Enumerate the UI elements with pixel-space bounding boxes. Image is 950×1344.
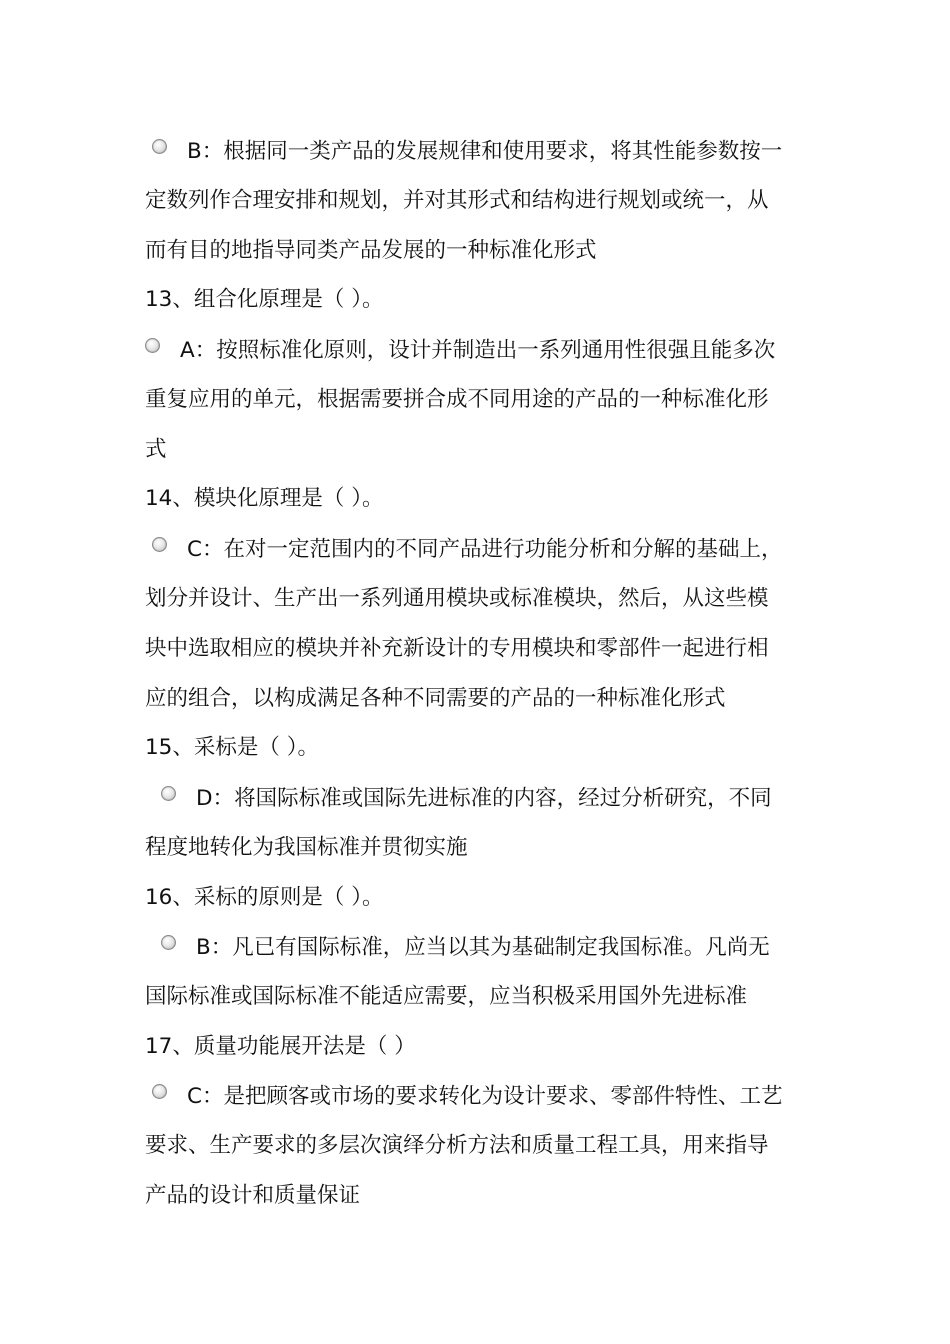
- question-16: 16、采标的原则是（ ）。: [145, 885, 384, 910]
- radio-icon[interactable]: [145, 338, 160, 353]
- option-letter: C：: [187, 1084, 224, 1109]
- q12-option-line-2: 定数列作合理安排和规划，并对其形式和结构进行规划或统一，从: [145, 188, 769, 213]
- q15-option-line-2: 程度地转化为我国标准并贯彻实施: [145, 835, 468, 860]
- option-letter: D：: [196, 786, 235, 811]
- q16-option-line-1: [145, 933, 770, 963]
- radio-icon[interactable]: [152, 139, 167, 154]
- radio-icon[interactable]: [161, 935, 176, 950]
- q17-option-line-3: 产品的设计和质量保证: [145, 1183, 361, 1208]
- question-17: 17、质量功能展开法是（ ）: [145, 1034, 416, 1059]
- option-letter: B：: [196, 935, 233, 960]
- option-text: 在对一定范围内的不同产品进行功能分析和分解的基础上，: [223, 537, 783, 562]
- option-text: 根据同一类产品的发展规律和使用要求，将其性能参数按一: [223, 139, 783, 164]
- radio-icon[interactable]: [161, 786, 176, 801]
- q14-option-line-4: 应的组合，以构成满足各种不同需要的产品的一种标准化形式: [145, 686, 726, 711]
- q14-option-line-3: 块中选取相应的模块并补充新设计的专用模块和零部件一起进行相: [145, 636, 769, 661]
- q12-option-line-1: [145, 137, 782, 167]
- question-14: 14、模块化原理是（ ）。: [145, 486, 384, 511]
- q17-option-line-2: 要求、生产要求的多层次演绎分析方法和质量工程工具，用来指导: [145, 1133, 769, 1158]
- q14-option-line-1: [145, 535, 783, 565]
- question-15: 15、采标是（ ）。: [145, 735, 319, 760]
- option-letter: A：: [180, 338, 217, 363]
- option-letter: B：: [187, 139, 224, 164]
- q13-option-line-1: [145, 336, 775, 366]
- q17-option-line-1: [145, 1082, 783, 1112]
- option-text: 凡已有国际标准，应当以其为基础制定我国标准。凡尚无: [232, 935, 770, 960]
- q16-option-line-2: 国际标准或国际标准不能适应需要，应当积极采用国外先进标准: [145, 984, 748, 1009]
- question-13: 13、组合化原理是（ ）。: [145, 287, 384, 312]
- q12-option-line-3: 而有目的地指导同类产品发展的一种标准化形式: [145, 238, 597, 263]
- q14-option-line-2: 划分并设计、生产出一系列通用模块或标准模块，然后，从这些模: [145, 586, 769, 611]
- radio-icon[interactable]: [152, 1084, 167, 1099]
- q15-option-line-1: [145, 784, 772, 814]
- q13-option-line-2: 重复应用的单元，根据需要拼合成不同用途的产品的一种标准化形: [145, 387, 769, 412]
- option-text: 按照标准化原则，设计并制造出一系列通用性很强且能多次: [216, 338, 776, 363]
- q13-option-line-3: 式: [145, 437, 167, 462]
- radio-icon[interactable]: [152, 537, 167, 552]
- option-text: 将国际标准或国际先进标准的内容，经过分析研究，不同: [234, 786, 772, 811]
- option-text: 是把顾客或市场的要求转化为设计要求、零部件特性、工艺: [223, 1084, 783, 1109]
- option-letter: C：: [187, 537, 224, 562]
